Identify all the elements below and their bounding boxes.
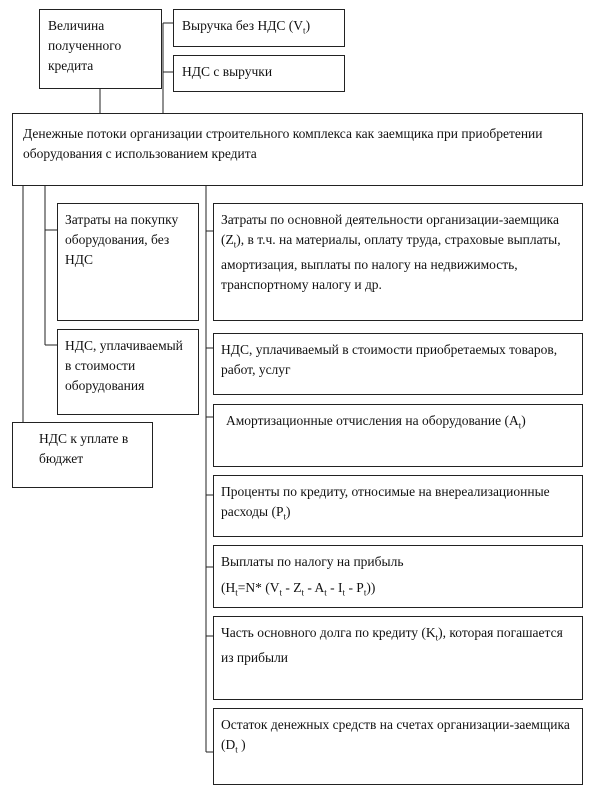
vat-budget-text: НДС к уплате в бюджет xyxy=(39,431,129,466)
interest-text: Проценты по кредиту, относимые на внереализационные расходы $(P_t)$ xyxy=(221,484,550,522)
depreciation-box xyxy=(213,404,583,467)
operating-costs-text: Затраты по основной деятельности организации-заемщика $(Z_t)$, в т.ч. на материалы, оплату труда, страховые выплаты, амортизация, выплаты по налогу на недвижимость, транспортному налогу и др. xyxy=(221,212,561,292)
loan-amount-text: Величина полученного кредита xyxy=(48,18,122,73)
principal-text: Часть основного долга по кредиту $(K_t)$, которая погашается из прибыли xyxy=(221,625,563,665)
main-cashflow-text: Денежные потоки организации строительного комплекса как заемщика при приобретении оборудования с использованием кредита xyxy=(23,126,543,161)
interest-box xyxy=(213,475,583,537)
principal-box xyxy=(213,616,583,700)
vat-goods-box xyxy=(213,333,583,395)
cash-balance-text: Остаток денежных средств на счетах организации-заемщика ($D_t$ ) xyxy=(221,717,570,755)
main-cashflow-box xyxy=(12,113,583,186)
vat-budget-box xyxy=(12,422,153,488)
loan-amount-box xyxy=(39,9,162,89)
equipment-vat-box xyxy=(57,329,199,415)
revenue-box xyxy=(173,9,345,47)
revenue-text: Выручка без НДС $(V_t)$ xyxy=(182,18,311,36)
profit-tax-title: Выплаты по налогу на прибыль xyxy=(221,554,404,569)
vat-revenue-box xyxy=(173,55,345,92)
profit-tax-formula: ($H_t=N*$ $(V_t - Z_t - A_t - I_t - P_t)$) xyxy=(221,580,376,598)
vat-revenue-text: НДС с выручки xyxy=(182,64,273,79)
vat-goods-text: НДС, уплачиваемый в стоимости приобретаемых товаров, работ, услуг xyxy=(221,342,558,377)
equipment-cost-box xyxy=(57,203,199,321)
equipment-vat-text: НДС, уплачиваемый в стоимости оборудования xyxy=(65,338,183,393)
profit-tax-box xyxy=(213,545,583,608)
depreciation-text: Амортизационные отчисления на оборудование $(A_t)$ xyxy=(226,413,526,431)
cash-balance-box xyxy=(213,708,583,785)
equipment-cost-text: Затраты на покупку оборудования, без НДС xyxy=(65,212,179,267)
operating-costs-box xyxy=(213,203,583,321)
